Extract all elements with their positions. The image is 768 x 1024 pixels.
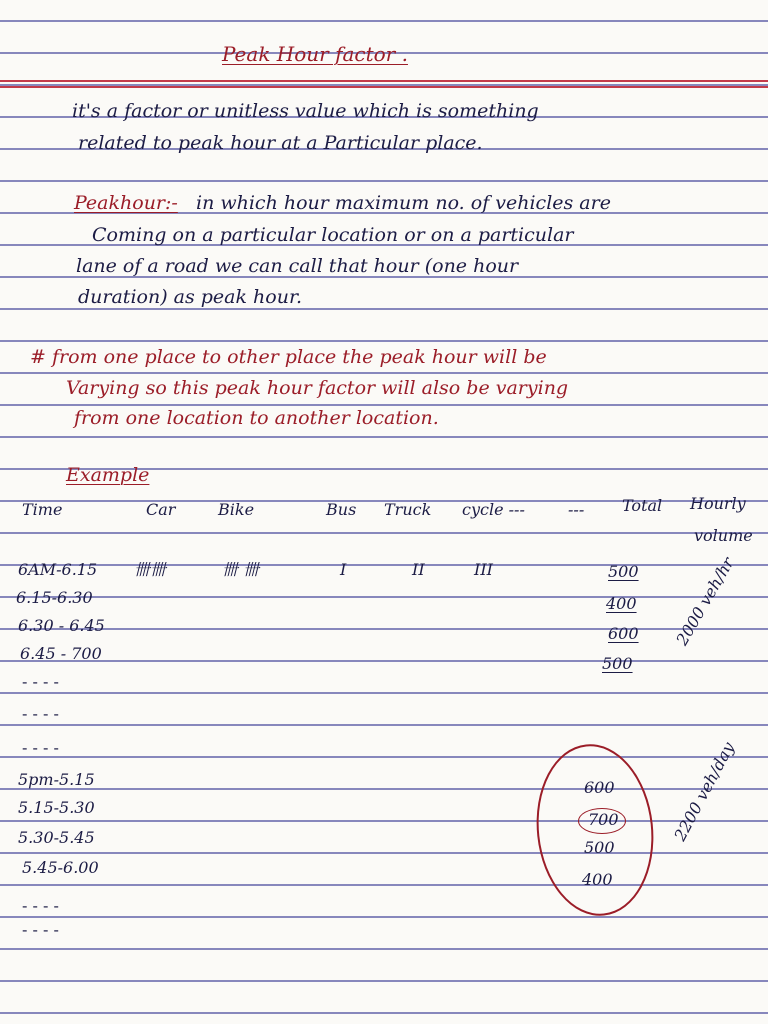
- row-truck: II: [412, 560, 425, 579]
- example-heading: Example: [66, 464, 150, 486]
- col-bike: Bike: [218, 500, 255, 519]
- note-line-2: Varying so this peak hour factor will also be varying: [66, 377, 569, 399]
- row-time: 5pm-5.15: [18, 770, 95, 789]
- row-cycle: III: [474, 560, 493, 579]
- peakhour-line-2: Coming on a particular location or on a particular: [92, 224, 574, 246]
- dash-row: - - - -: [22, 738, 59, 757]
- row-time: 6.30 - 6.45: [18, 616, 105, 635]
- col-dashes: ---: [568, 500, 585, 519]
- row-total: 500: [584, 838, 615, 857]
- col-time: Time: [22, 500, 63, 519]
- col-hourly: Hourly: [690, 494, 746, 513]
- row-time: 6AM-6.15: [18, 560, 98, 579]
- page-title: Peak Hour factor .: [222, 42, 408, 66]
- col-car: Car: [146, 500, 176, 519]
- row-bike: 卌 卌: [222, 560, 260, 579]
- note-line-3: from one location to another location.: [74, 407, 439, 429]
- col-truck: Truck: [384, 500, 432, 519]
- peakhour-label: Peakhour:-: [74, 192, 178, 214]
- col-total: Total: [622, 496, 663, 515]
- top-margin-line-2: [0, 86, 768, 88]
- max-value-circle: [578, 808, 626, 834]
- dash-row: - - - -: [22, 896, 59, 915]
- dash-row: - - - -: [22, 704, 59, 723]
- row-total: 700: [588, 810, 619, 829]
- row-bus: I: [340, 560, 347, 579]
- row-time: 6.45 - 700: [20, 644, 102, 663]
- row-time: 5.15-5.30: [18, 798, 95, 817]
- col-bus: Bus: [326, 500, 357, 519]
- row-total: 500: [602, 654, 633, 673]
- col-cycle: cycle ---: [462, 500, 525, 519]
- row-car: 卌卌: [134, 560, 167, 579]
- row-time: 5.30-5.45: [18, 828, 95, 847]
- peakhour-line-4: duration) as peak hour.: [78, 286, 303, 308]
- row-total: 600: [608, 624, 639, 643]
- row-total: 400: [582, 870, 613, 889]
- row-total: 600: [584, 778, 615, 797]
- peakhour-line-3: lane of a road we can call that hour (one hour: [76, 255, 519, 277]
- peakhour-line-1: in which hour maximum no. of vehicles are: [196, 192, 611, 214]
- top-margin-line: [0, 80, 768, 82]
- col-volume: volume: [694, 526, 753, 545]
- dash-row: - - - -: [22, 920, 59, 939]
- dash-row: - - - -: [22, 672, 59, 691]
- evening-hourly-volume: 2200 veh/day: [670, 738, 739, 844]
- morning-hourly-volume: 2000 veh/hr: [672, 554, 738, 649]
- row-time: 6.15-6.30: [16, 588, 93, 607]
- row-total: 500: [608, 562, 639, 581]
- definition-line-1: it's a factor or unitless value which is something: [72, 100, 539, 122]
- row-total: 400: [606, 594, 637, 613]
- note-line-1: # from one place to other place the peak hour will be: [30, 346, 547, 368]
- definition-line-2: related to peak hour at a Particular place.: [78, 132, 483, 154]
- row-time: 5.45-6.00: [22, 858, 99, 877]
